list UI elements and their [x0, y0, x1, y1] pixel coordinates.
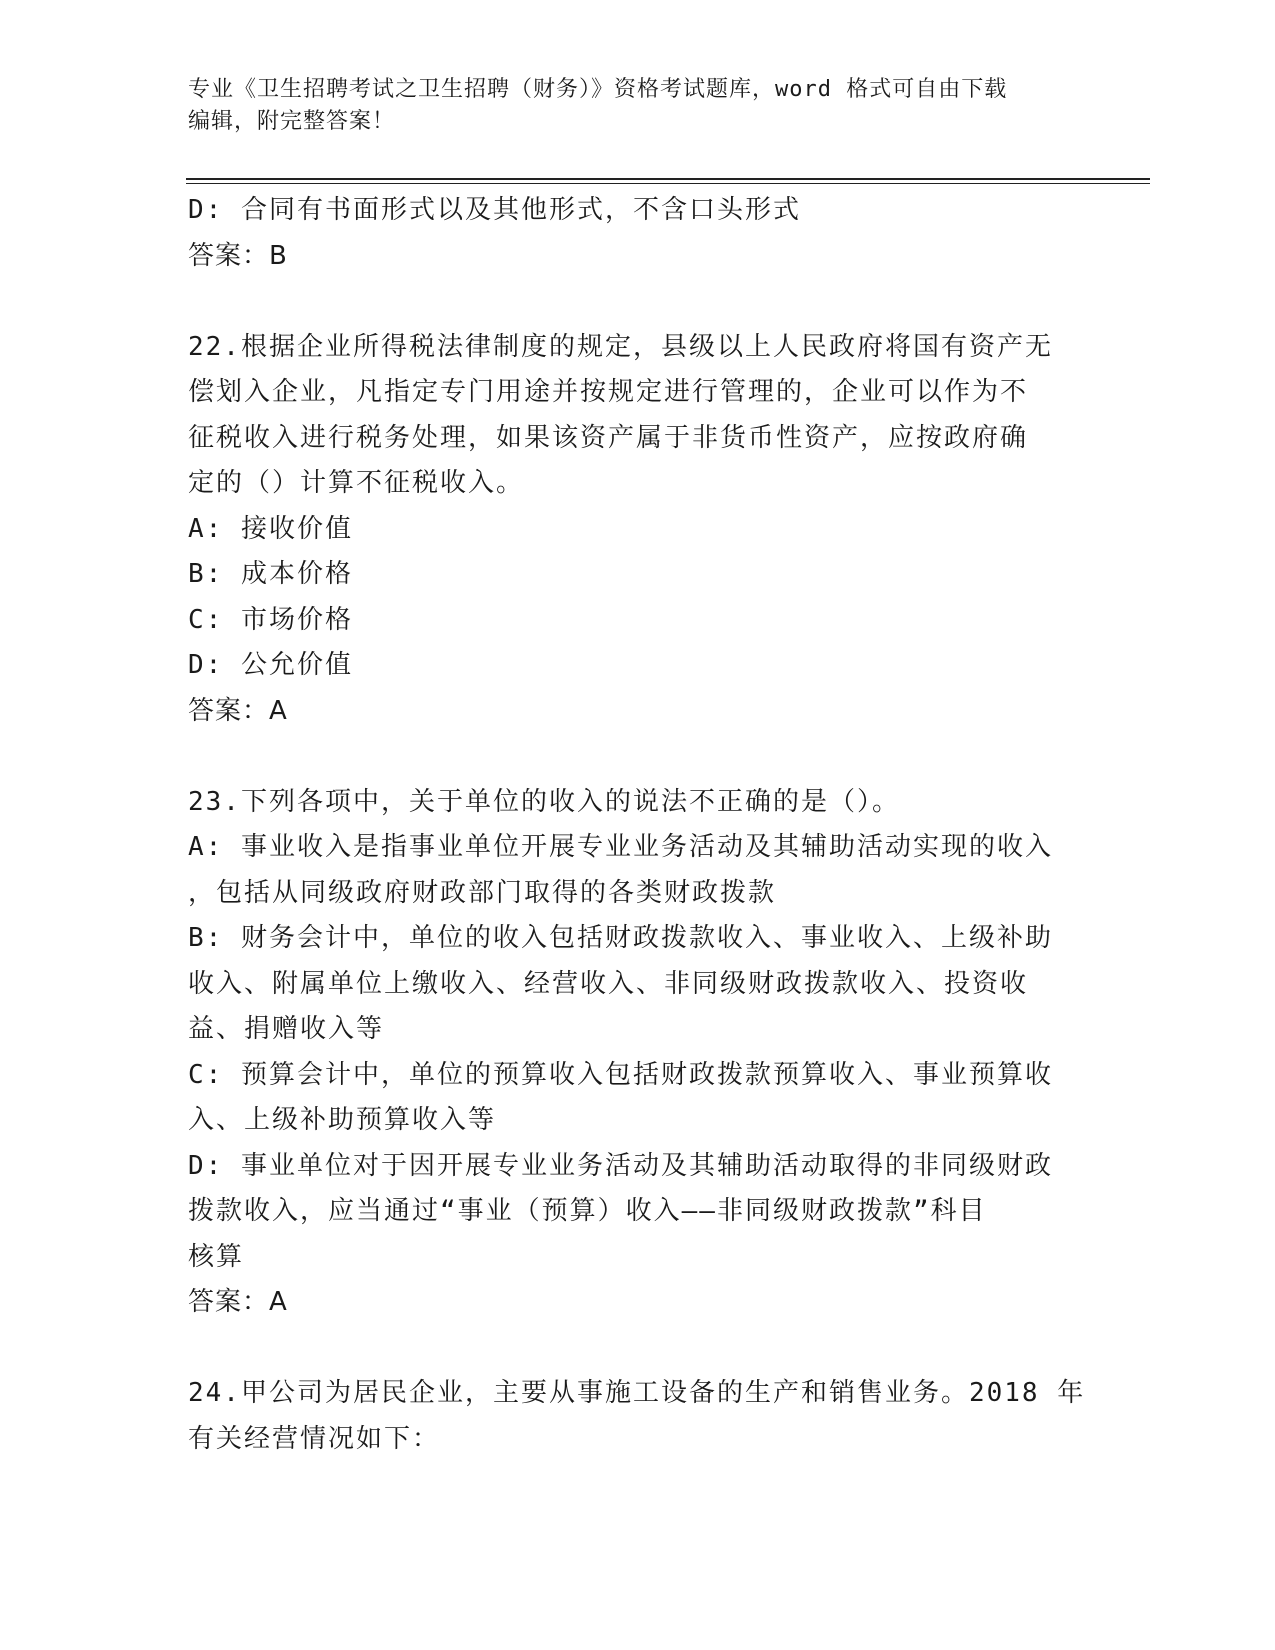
q23-option-line: D: 事业单位对于因开展专业业务活动及其辅助活动取得的非同级财政 — [188, 1150, 1053, 1181]
header-line-1: 专业《卫生招聘考试之卫生招聘（财务）》资格考试题库，word 格式可自由下载 — [188, 77, 1008, 102]
spacer — [188, 279, 1088, 325]
q22-answer: 答案：A — [188, 695, 288, 726]
q24-stem-line: 有关经营情况如下： — [188, 1423, 441, 1454]
q22-option-a: A: 接收价值 — [188, 513, 353, 544]
q23-option-line: 核算 — [188, 1241, 245, 1272]
header-divider-thin — [186, 183, 1150, 184]
q23-option-line: C: 预算会计中，单位的预算收入包括财政拨款预算收入、事业预算收 — [188, 1059, 1053, 1090]
spacer — [188, 1326, 1088, 1372]
q22-stem-line: 偿划入企业，凡指定专门用途并按规定进行管理的，企业可以作为不 — [188, 377, 1029, 407]
q23-option-line: B: 财务会计中，单位的收入包括财政拨款收入、事业收入、上级补助 — [188, 923, 1053, 953]
q23-stem-line: 23.下列各项中，关于单位的收入的说法不正确的是（）。 — [188, 786, 900, 817]
question-22 — [188, 325, 1088, 735]
q22-option-d: D: 公允价值 — [188, 650, 353, 680]
q23-option-line: A: 事业收入是指事业单位开展专业业务活动及其辅助活动实现的收入 — [188, 832, 1053, 862]
q22-stem-line: 征税收入进行税务处理，如果该资产属于非货币性资产，应按政府确 — [188, 422, 1029, 453]
q21-answer: 答案：B — [188, 240, 288, 271]
q23-answer: 答案：A — [188, 1287, 288, 1317]
q24-stem-line: 24.甲公司为居民企业，主要从事施工设备的生产和销售业务。2018 年 — [188, 1378, 1086, 1408]
question-23 — [188, 780, 1088, 1326]
q23-option-line: 入、上级补助预算收入等 — [188, 1105, 497, 1135]
q22-stem-line: 定的（）计算不征税收入。 — [188, 468, 525, 498]
page-header — [188, 74, 1088, 138]
q23-option-line: ，包括从同级政府财政部门取得的各类财政拨款 — [188, 877, 777, 908]
question-24 — [188, 1371, 1088, 1462]
spacer — [188, 734, 1088, 780]
q22-option-c: C: 市场价格 — [188, 604, 353, 635]
q23-option-line: 拨款收入，应当通过“事业（预算）收入——非同级财政拨款”科目 — [188, 1196, 987, 1226]
document-body — [188, 188, 1088, 1462]
q23-option-line: 益、捐赠收入等 — [188, 1014, 385, 1044]
q22-stem-line: 22.根据企业所得税法律制度的规定，县级以上人民政府将国有资产无 — [188, 331, 1053, 362]
q21-option-d: D: 合同有书面形式以及其他形式，不含口头形式 — [188, 195, 801, 225]
header-divider-thick — [186, 178, 1150, 180]
q22-option-b: B: 成本价格 — [188, 559, 353, 589]
q23-option-line: 收入、附属单位上缴收入、经营收入、非同级财政拨款收入、投资收 — [188, 968, 1029, 999]
header-line-2: 编辑，附完整答案！ — [188, 109, 396, 134]
